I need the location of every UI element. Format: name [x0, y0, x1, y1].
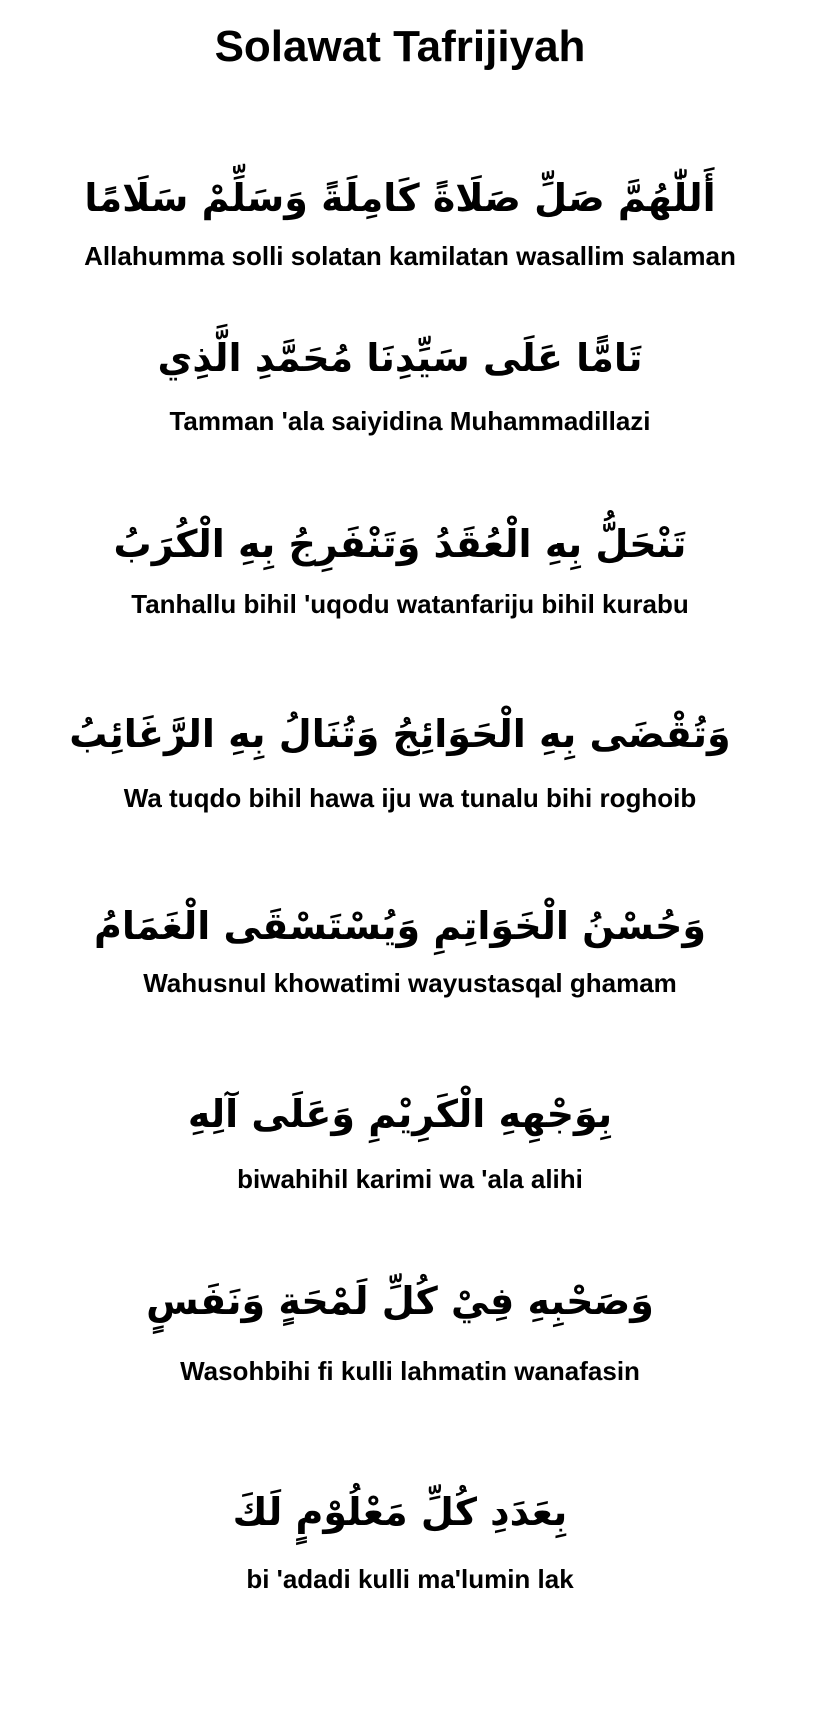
verse-2-latin: Tamman 'ala saiyidina Muhammadillazi — [169, 406, 651, 436]
verse-4-latin: Wa tuqdo bihil hawa iju wa tunalu bihi roghoib — [123, 783, 697, 813]
verse-6-latin: biwahihil karimi wa 'ala alihi — [237, 1164, 583, 1194]
verse-7-latin: Wasohbihi fi kulli lahmatin wanafasin — [180, 1356, 640, 1386]
verse-6-arabic: بِوَجْهِهِ الْكَرِيْمِ وَعَلَى آلِهِ — [187, 1092, 613, 1136]
verse-1-latin: Allahumma solli solatan kamilatan wasallim salaman — [84, 241, 736, 271]
verse-8-latin: bi 'adadi kulli ma'lumin lak — [246, 1564, 574, 1594]
verse-4-arabic: وَتُقْضَى بِهِ الْحَوَائِجُ وَتُنَالُ بِهِ الرَّغَائِبُ — [69, 712, 731, 756]
verse-2-arabic: تَامًّا عَلَى سَيِّدِنَا مُحَمَّدِ الَّذِي — [157, 336, 643, 380]
verse-3-latin: Tanhallu bihil 'uqodu watanfariju bihil kurabu — [131, 589, 689, 619]
verse-5-arabic: وَحُسْنُ الْخَوَاتِمِ وَيُسْتَسْقَى الْغَمَامُ — [93, 904, 707, 948]
verse-1-arabic: أَللّٰهُمَّ صَلِّ صَلَاةً كَامِلَةً وَسَلِّمْ سَلَامًا — [84, 176, 716, 220]
verse-7-arabic: وَصَحْبِهِ فِيْ كُلِّ لَمْحَةٍ وَنَفَسٍ — [146, 1279, 654, 1323]
verse-5-latin: Wahusnul khowatimi wayustasqal ghamam — [143, 968, 677, 998]
verse-8-arabic: بِعَدَدِ كُلِّ مَعْلُوْمٍ لَكَ — [232, 1490, 568, 1534]
verse-3-arabic: تَنْحَلُّ بِهِ الْعُقَدُ وَتَنْفَرِجُ بِهِ الْكُرَبُ — [113, 522, 687, 566]
page-title: Solawat Tafrijiyah — [214, 22, 586, 71]
